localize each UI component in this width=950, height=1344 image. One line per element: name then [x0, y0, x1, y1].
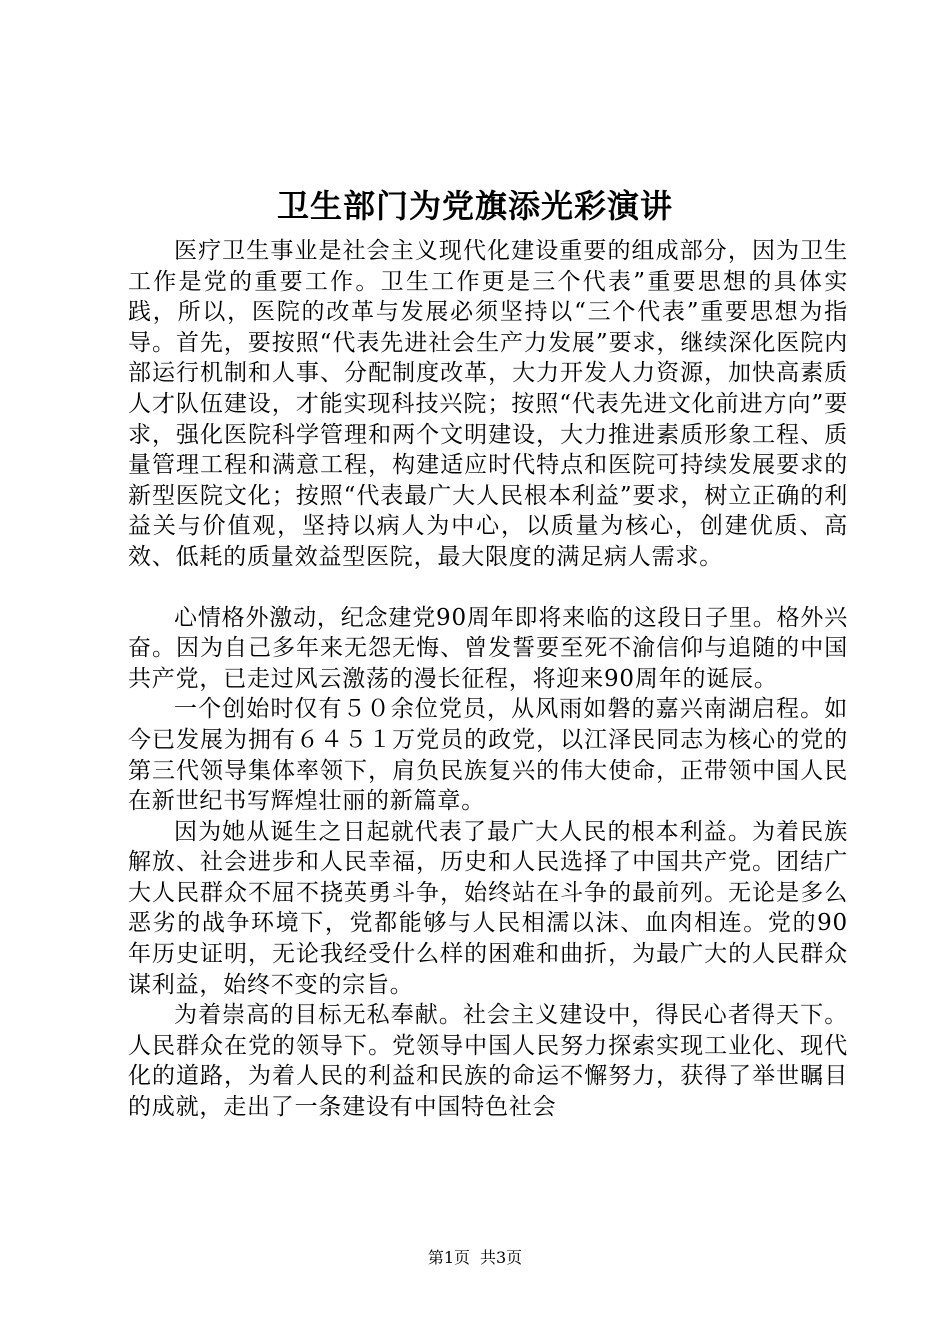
paragraph-5: 为着崇高的目标无私奉献。社会主义建设中，得民心者得天下。人民群众在党的领导下。党领导中国人民努力探索实现工业化、现代化的道路，为着人民的利益和民族的命运不懈努力，获得了举世瞩目的成就，走出了一条建设有中国特色社会	[128, 1002, 848, 1121]
paragraph-3: 一个创始时仅有５０余位党员，从风雨如磐的嘉兴南湖启程。如今已发展为拥有６４５１万党员的政党，以江泽民同志为核心的党的第三代领导集体率领下，肩负民族复兴的伟大使命，正带领中国人民在新世纪书写辉煌壮丽的新篇章。	[128, 696, 848, 815]
page-total: 共3页	[480, 1248, 523, 1267]
document-body	[128, 236, 848, 1123]
page-footer	[0, 1247, 950, 1269]
paragraph-4: 因为她从诞生之日起就代表了最广大人民的根本利益。为着民族解放、社会进步和人民幸福，历史和人民选择了中国共产党。团结广大人民群众不屈不挠英勇斗争，始终站在斗争的最前列。无论是多么恶劣的战争环境下，党都能够与人民相濡以沫、血肉相连。党的90年历史证明，无论我经受什么样的困难和曲折，为最广大的人民群众谋利益，始终不变的宗旨。	[128, 818, 848, 998]
paragraph-spacer	[128, 573, 848, 603]
paragraph-2: 心情格外激动，纪念建党90周年即将来临的这段日子里。格外兴奋。因为自己多年来无怨无悔、曾发誓要至死不渝信仰与追随的中国共产党，已走过风云激荡的漫长征程，将迎来90周年的诞辰。	[128, 604, 848, 692]
document-title: 卫生部门为党旗添光彩演讲	[276, 187, 673, 225]
paragraph-1: 医疗卫生事业是社会主义现代化建设重要的组成部分，因为卫生工作是党的重要工作。卫生工作更是三个代表”重要思想的具体实践，所以，医院的改革与发展必须坚持以“三个代表”重要思想为指导。首先，要按照“代表先进社会生产力发展”要求，继续深化医院内部运行机制和人事、分配制度改革，大力开发人力资源，加快高素质人才队伍建设，才能实现科技兴院；按照“代表先进文化前进方向”要求，强化医院科学管理和两个文明建设，大力推进素质形象工程、质量管理工程和满意工程，构建适应时代特点和医院可持续发展要求的新型医院文化；按照“代表最广大人民根本利益”要求，树立正确的利益关与价值观，坚持以病人为中心，以质量为核心，创建优质、高效、低耗的质量效益型医院，最大限度的满足病人需求。	[128, 238, 848, 570]
page-number: 第1页	[427, 1248, 470, 1267]
